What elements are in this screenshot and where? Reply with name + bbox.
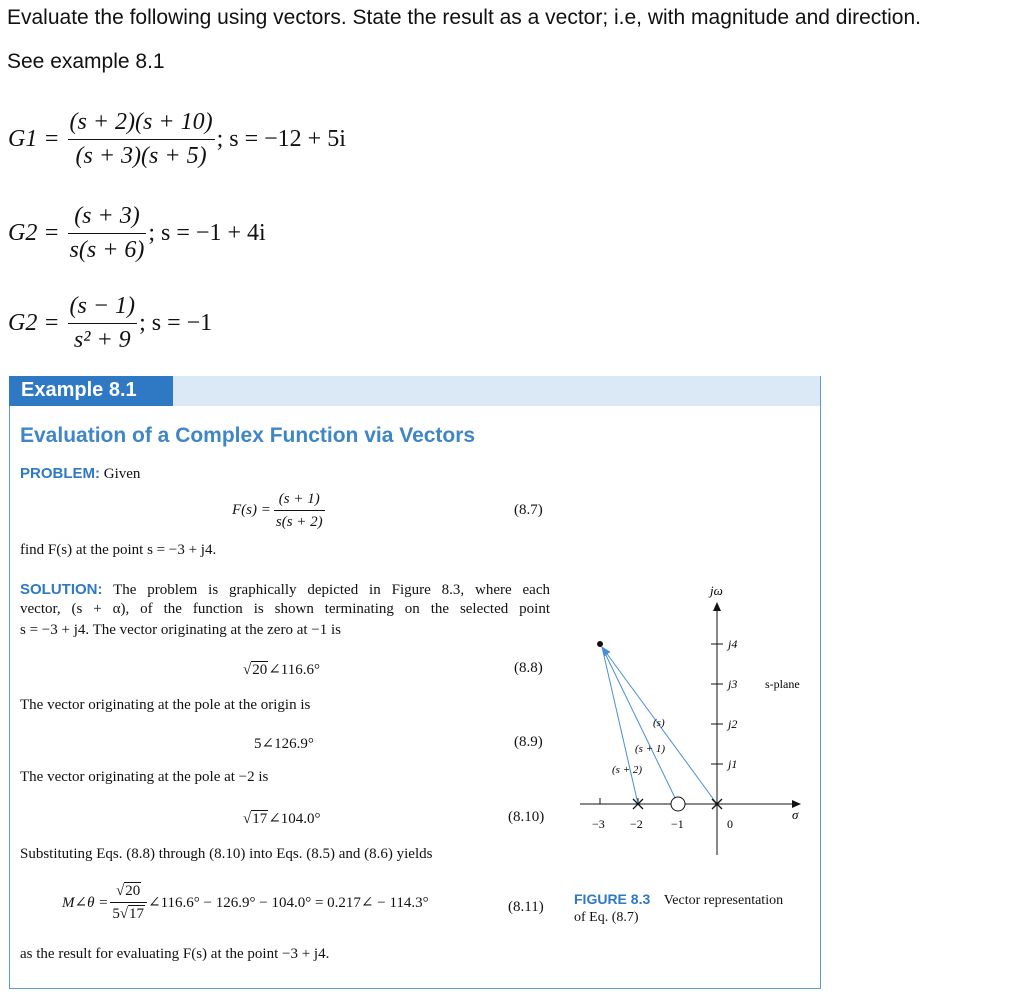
find-text: find F(s) at the point s = −3 + j4. [20, 542, 217, 558]
equation-numerator: (s + 3) [74, 203, 140, 229]
final-text: as the result for evaluating F(s) at the point −3 + j4. [20, 946, 330, 962]
selected-point [597, 641, 603, 647]
radicand: 20 [252, 662, 268, 678]
equation-denominator: s(s + 6) [69, 236, 145, 263]
equation-number: (8.10) [508, 809, 545, 825]
equation-number: (8.11) [508, 899, 544, 915]
vector-s-plus-2 [602, 647, 638, 804]
radicand: 17 [252, 811, 268, 827]
equation-g2 [8, 202, 266, 265]
label-minus3: −3 [592, 817, 605, 831]
equation-rhs: ; s = −1 + 4i [148, 219, 266, 246]
equation-lhs: G2 = [8, 309, 60, 336]
zero-marker [671, 797, 685, 811]
label-j4: j4 [728, 637, 738, 651]
solution-line-2: vector, (s + α), of the function is shown terminating on the selected point [20, 601, 550, 617]
equation-8-9: 5∠126.9° [254, 736, 314, 752]
label-j1: j1 [728, 757, 738, 771]
label-zero: 0 [727, 817, 733, 831]
vector-label-s: (s) [653, 717, 665, 729]
sigma-label: σ [792, 807, 799, 822]
text-pole-2: The vector originating at the pole at −2 is [20, 769, 269, 785]
s-plane-figure [560, 575, 820, 865]
equation-fraction [274, 490, 325, 531]
example-title: Evaluation of a Complex Function via Vectors [20, 424, 476, 447]
equation-fraction [68, 202, 147, 265]
question-line-2: See example 8.1 [7, 50, 165, 73]
vector-label-s-plus-1: (s + 1) [635, 743, 666, 755]
problem-text: Given [103, 466, 141, 482]
equation-numerator: √20 [116, 883, 141, 899]
equation-8-11 [62, 882, 429, 923]
solution-label: SOLUTION: [20, 581, 103, 598]
substitute-text: Substituting Eqs. (8.8) through (8.10) into Eqs. (8.5) and (8.6) yields [20, 846, 433, 862]
solution-line-3: s = −3 + j4. The vector originating at the zero at −1 is [20, 622, 341, 638]
splane-label: s-plane [765, 677, 800, 691]
angle: ∠116.6° [268, 662, 320, 678]
equation-8-7 [232, 490, 325, 531]
problem-line [20, 465, 140, 483]
label-minus2: −2 [630, 817, 643, 831]
equation-lhs: G2 = [8, 219, 60, 246]
equation-lhs: M∠θ = [62, 895, 109, 911]
equation-numerator: (s − 1) [69, 293, 136, 319]
example-tab: Example 8.1 [9, 376, 173, 406]
angle: ∠104.0° [268, 811, 321, 827]
problem-label: PROBLEM: [20, 465, 100, 482]
figure-caption-text: Vector representation [663, 893, 784, 908]
equation-g2-second [8, 292, 212, 355]
equation-denominator: (s + 3)(s + 5) [75, 142, 207, 169]
equation-8-10: √17∠104.0° [243, 811, 321, 827]
equation-number: (8.7) [514, 502, 543, 518]
equation-rest: ∠116.6° − 126.9° − 104.0° = 0.217∠ − 114.3° [148, 895, 429, 911]
label-j2: j2 [728, 717, 738, 731]
equation-lhs: F(s) = [232, 502, 271, 518]
label-j3: j3 [728, 677, 738, 691]
equation-g1 [8, 108, 346, 171]
equation-denominator: 5√17 [112, 906, 145, 922]
figure-caption-line-1 [574, 891, 783, 909]
equation-8-8: √20∠116.6° [243, 662, 320, 678]
equation-fraction [68, 292, 138, 355]
jw-label: jω [710, 583, 723, 598]
equation-rhs: ; s = −12 + 5i [216, 125, 346, 152]
equation-numerator: (s + 2)(s + 10) [69, 109, 213, 135]
figure-caption-line-2: of Eq. (8.7) [574, 910, 639, 925]
figure-caption-label: FIGURE 8.3 [574, 891, 651, 907]
vector-label-s-plus-2: (s + 2) [612, 764, 643, 776]
equation-fraction [110, 882, 147, 923]
equation-number: (8.9) [514, 734, 543, 750]
equation-numerator: (s + 1) [278, 491, 320, 507]
equation-denominator: s² + 9 [73, 326, 131, 353]
vector-s-plus-1 [602, 647, 678, 804]
label-minus1: −1 [671, 817, 684, 831]
solution-text: The problem is graphically depicted in Figure 8.3, where each [113, 582, 550, 598]
equation-rhs: ; s = −1 [139, 309, 213, 336]
question-line-1: Evaluate the following using vectors. State the result as a vector; i.e, with magnitude and direction. [7, 6, 922, 29]
solution-line-1 [20, 581, 550, 599]
equation-fraction [68, 108, 215, 171]
equation-number: (8.8) [514, 660, 543, 676]
equation-denominator: s(s + 2) [275, 514, 323, 530]
equation-lhs: G1 = [8, 125, 60, 152]
text-pole-origin: The vector originating at the pole at the origin is [20, 697, 311, 713]
